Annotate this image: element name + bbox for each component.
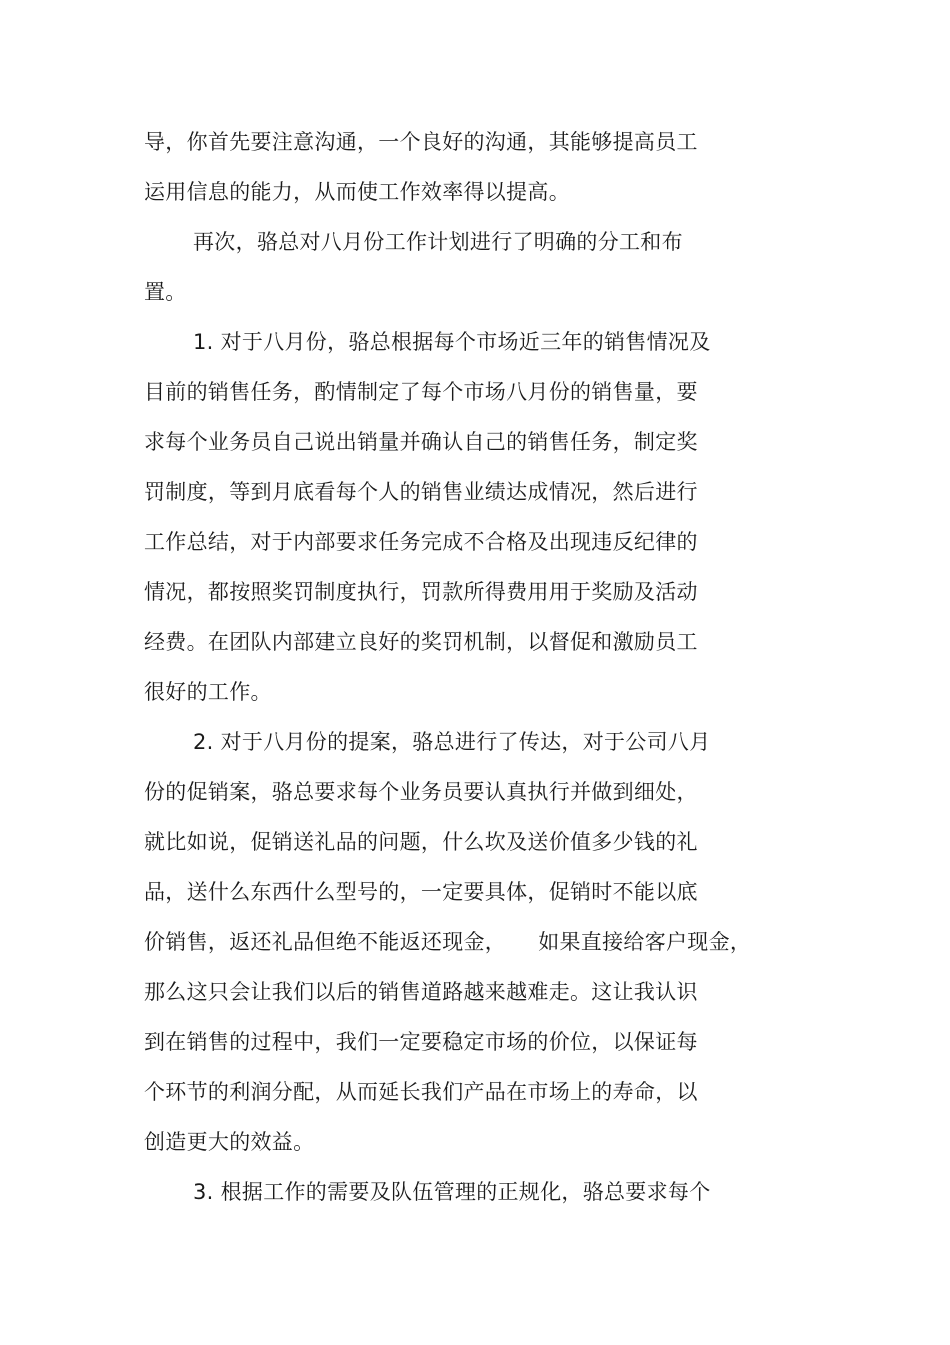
- paragraph-line: 价销售，返还礼品但绝不能返还现金， 如果直接给客户现金，: [144, 930, 752, 954]
- paragraph-line: 个环节的利润分配，从而延长我们产品在市场上的寿命，以: [144, 1080, 698, 1104]
- paragraph-line: 品，送什么东西什么型号的，一定要具体，促销时不能以底: [144, 880, 698, 904]
- paragraph-line: 目前的销售任务，酌情制定了每个市场八月份的销售量，要: [144, 380, 698, 404]
- paragraph-line: 份的促销案，骆总要求每个业务员要认真执行并做到细处，: [144, 780, 698, 804]
- paragraph-line: 运用信息的能力，从而使工作效率得以提高。: [144, 180, 570, 204]
- paragraph-line: 罚制度，等到月底看每个人的销售业绩达成情况，然后进行: [144, 480, 698, 504]
- paragraph-line: 就比如说，促销送礼品的问题，什么坎及送价值多少钱的礼: [144, 830, 698, 854]
- list-item-3-line: 3. 根据工作的需要及队伍管理的正规化，骆总要求每个: [193, 1180, 711, 1204]
- list-item-2-line: 2. 对于八月份的提案，骆总进行了传达，对于公司八月: [193, 730, 711, 754]
- paragraph-line: 导，你首先要注意沟通，一个良好的沟通，其能够提高员工: [144, 130, 698, 154]
- paragraph-line: 到在销售的过程中，我们一定要稳定市场的价位，以保证每: [144, 1030, 698, 1054]
- paragraph-line: 再次，骆总对八月份工作计划进行了明确的分工和布: [193, 230, 683, 254]
- paragraph-line: 经费。在团队内部建立良好的奖罚机制，以督促和激励员工: [144, 630, 698, 654]
- paragraph-line: 求每个业务员自己说出销量并确认自己的销售任务，制定奖: [144, 430, 698, 454]
- paragraph-line: 那么这只会让我们以后的销售道路越来越难走。这让我认识: [144, 980, 698, 1004]
- paragraph-line: 创造更大的效益。: [144, 1130, 315, 1154]
- list-item-1-line: 1. 对于八月份，骆总根据每个市场近三年的销售情况及: [193, 330, 711, 354]
- paragraph-line: 工作总结，对于内部要求任务完成不合格及出现违反纪律的: [144, 530, 698, 554]
- paragraph-line: 置。: [144, 280, 187, 304]
- paragraph-line: 情况，都按照奖罚制度执行，罚款所得费用用于奖励及活动: [144, 580, 698, 604]
- paragraph-line: 很好的工作。: [144, 680, 272, 704]
